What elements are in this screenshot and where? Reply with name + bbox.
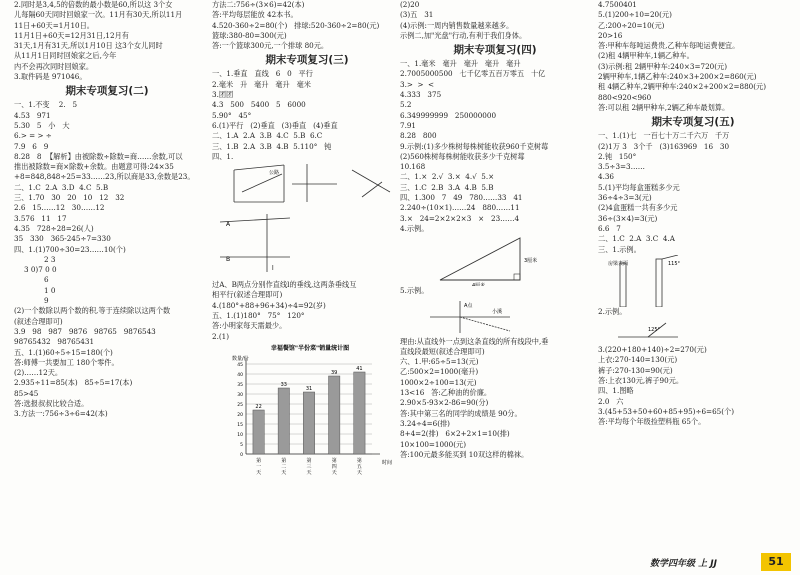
chart-category-label: 第: [331, 457, 337, 464]
col2-b-line: 6.(1)平行 (2)垂直 (3)垂直 (4)垂直: [212, 120, 338, 130]
col1-b-line: 答:师傅一共要加工 180个零件。: [14, 357, 119, 367]
col4-a-line: 答:可以租 2辆甲种车,2辆乙种车最划算。: [598, 102, 730, 112]
col2-a-line: 方法二:756÷(3×6)=42(本): [212, 0, 305, 9]
col4-d-line: 答:上衣130元,裤子90元。: [598, 376, 684, 386]
col1-b-line: 35 330 365-245÷7=330: [14, 234, 111, 244]
col1-b-line: 4.53 971: [14, 110, 51, 120]
chart-category-label: 天: [256, 469, 262, 476]
col4-a-line: 2辆甲种车,1辆乙种车:240×3+200×2=860(元): [598, 72, 757, 82]
col3-e-line: 答:100元最多能买到 10双这样的棉袜。: [400, 449, 529, 459]
chart-category-label: 天: [306, 469, 312, 476]
col2-c-line: 五、1.(1)180° 75° 120°: [212, 311, 305, 321]
col4-b-line: (2)1万 3 3个千 (3)163969 16 30: [598, 141, 730, 151]
chart-category-label: 五: [356, 463, 362, 470]
chart-data-label: 41: [356, 365, 363, 372]
chart-tick-label: 30: [237, 392, 243, 398]
col4-b-line: 一、1.(1)七 一百七十万二千六万 千万: [598, 131, 730, 141]
col3-b-line: 四、1.300 7 49 780……33 41: [400, 193, 523, 203]
col4-a-line: 4.7500401: [598, 0, 637, 9]
col1-a-line: 11月1日+60天=12月31日,12月有: [14, 30, 129, 40]
chart-tick-label: 0: [240, 452, 243, 458]
col4-a-line: (3)示例:租 2辆甲种车:240×3=720(元): [598, 61, 728, 71]
col4-b-line: 3.5÷3=3……: [598, 162, 645, 172]
col2-c-line: 答:小明家每天需最少。: [212, 321, 287, 331]
chart-category-label: 三: [306, 463, 312, 470]
chart-data-label: 39: [331, 369, 338, 376]
answer-column-4: [598, 0, 788, 575]
col3-e-line: 2.90×5-93×2-86=90(分): [400, 398, 489, 408]
col1-b-line: 2.6 15……12 30……12: [14, 203, 105, 213]
col3-c-line: 4.示例。: [400, 223, 429, 233]
fig-label-b: B: [226, 256, 231, 264]
section-title-review-2: 期末专项复习(二): [65, 85, 149, 98]
col3-e-line: 3.24÷4=6(排): [400, 418, 450, 428]
col3-e-line: 1000×2÷100=13(元): [400, 377, 477, 387]
right-triangle-diagram: [400, 234, 590, 286]
col2-c-line: 4.(180°+88+96+34)÷4=92(岁): [212, 300, 326, 310]
col2-c-line: 相平行(叙述合理即可): [212, 290, 283, 300]
col1-b-line: 3.9 98 987 9876 98765 9876543: [14, 326, 156, 336]
col4-b-line: 二、1.C 2.A 3.C 4.A: [598, 234, 675, 244]
col1-b-line: (2)一个数除以两个数的积,等于连续除以这两个数: [14, 306, 171, 316]
chart-category-label: 第: [306, 457, 312, 464]
col3-b-line: 6.349999999 250000000: [400, 110, 497, 120]
col3-a-line: (3)五 31: [400, 10, 434, 20]
col1-b-line: 答:选报叔叔比较合适。: [14, 398, 89, 408]
col4-d-line: 2.0 六: [598, 396, 624, 406]
chart-category-label: 天: [331, 469, 337, 476]
col3-a-line: (4)示例:一周内销售数量越来越多。: [400, 20, 514, 30]
chart-bar: [278, 388, 289, 454]
perpendicular-diagram: [212, 162, 402, 280]
col1-b-line: 98765432 98765431: [14, 337, 95, 347]
chart-tick-label: 5: [240, 442, 243, 448]
col2-c-line: 2.(1): [212, 331, 230, 341]
col3-e-line: 乙:500×2=1000(毫升): [400, 367, 479, 377]
col3-d-line: 5.示例。: [400, 286, 429, 296]
page-number: 51: [761, 553, 791, 571]
col3-b-line: (2)560株树每株树能收获多少千克树莓: [400, 151, 525, 161]
fig-label-3cm: 3厘米: [524, 258, 538, 265]
col4-b-line: 36÷(3×4)=3(元): [598, 213, 658, 223]
answer-column-1: [14, 0, 200, 575]
fig-label-beam: 房梁表面: [608, 260, 629, 267]
chart-tick-label: 20: [237, 412, 243, 418]
page-footer: [650, 553, 795, 571]
angle-125-diagram: [598, 317, 788, 345]
col1-a-line: 3.取件码是 971046。: [14, 72, 87, 82]
col2-a-line: 答:平均每层能放 42本书。: [212, 10, 298, 20]
long-division-row: 9: [44, 296, 49, 306]
col3-a-line: 示例二,加"光盘"行动,有利于我们身体。: [400, 30, 527, 40]
col1-b-line: 三、1.70 30 20 10 12 32: [14, 193, 125, 203]
col4-lines-d: [598, 345, 788, 427]
river-diagram: [400, 297, 590, 337]
col3-e-line: 直线段最短(叙述合理即可): [400, 346, 485, 356]
col3-b-line: 一、1.毫米 毫升 毫升 毫升 毫升: [400, 59, 521, 69]
col2-si-label: 四、1.: [212, 151, 234, 161]
answer-column-3: [400, 0, 590, 575]
fig-label-a: A: [226, 221, 231, 229]
col1-b-line: 4.35 728÷28=26(人): [14, 223, 94, 233]
col3-b-line: 7.91: [400, 120, 417, 130]
col2-lines-a: [212, 0, 402, 51]
col4-a-line: 20>16: [598, 30, 623, 40]
col4-d-line: 上衣:270-140=130(元): [598, 355, 678, 365]
col4-b-line: 6.6 7: [598, 223, 621, 233]
col4-b-line: 5.(1)平均每盒蛋糕多少元: [598, 182, 680, 192]
chart-data-label: 31: [305, 385, 313, 392]
chart-bar: [329, 376, 340, 454]
beam-figure: [598, 255, 788, 307]
col1-a-line: 2.同时是3,4,5的倍数的最小数是60,所以这 3个女: [14, 0, 173, 9]
chart-category-label: 第: [256, 457, 262, 464]
fig-label-creek: 小溪: [492, 308, 503, 315]
section-title-review-5: 期末专项复习(五): [651, 116, 735, 129]
col2-a-line: 答:一个篮球300元,一个排球 80元。: [212, 41, 329, 51]
col4-d-line: 3.(220+180+140)÷2=270(元): [598, 345, 707, 355]
col4-a-line: 乙:200÷20=10(元): [598, 20, 665, 30]
bar-chart: [212, 342, 402, 492]
col4-a-line: 880<920<960: [598, 92, 652, 102]
chart-category-label: 天: [281, 469, 287, 476]
col1-b-line: 7.9 6 9: [14, 141, 49, 151]
col2-lines-c: [212, 280, 402, 342]
chart-bar: [303, 392, 314, 454]
col2-b-line: 二、1.A 2.A 3.B 4.C 5.B 6.C: [212, 131, 323, 141]
fig-label-4cm: 4厘米: [472, 283, 486, 287]
long-division-row: 2 3: [44, 254, 56, 264]
col2-a-line: 篮球:380-80=300(元): [212, 30, 287, 40]
chart-tick-label: 40: [237, 372, 243, 378]
col1-b-line: 8.28 8 【解析】由被除数÷除数=商……余数,可以: [14, 151, 183, 161]
fig-label-road: 公路: [269, 170, 280, 177]
fig-label-115: 115°: [668, 260, 681, 267]
col3-b-line: 3.× 24=2×2×2×3 × 23……4: [400, 213, 520, 223]
section-title-review-3: 期末专项复习(三): [265, 54, 349, 67]
col3-b-line: 5.2: [400, 100, 412, 110]
chart-tick-label: 15: [237, 422, 243, 428]
col3-b-line: 3.> > <: [400, 79, 435, 89]
col1-b-line: 五、1.(1)60÷5÷15=180(个): [14, 347, 113, 357]
col3-e-line: 13<16 答:乙种油的价廉。: [400, 388, 492, 398]
chart-tick-label: 10: [237, 432, 243, 438]
col3-e-line: 10×100=1000(元): [400, 439, 466, 449]
col2-lines-b: [212, 69, 402, 151]
col1-b-line: 5.30 5 小 大: [14, 120, 70, 130]
col3-b-line: 2.240÷(10×1)……24 880……11: [400, 203, 520, 213]
col4-b-line: (2)4盒蛋糕一共有多少元: [598, 203, 678, 213]
col3-b-line: 2.7005000500 七千亿零五百万零五 十亿: [400, 69, 546, 79]
col4-lines-a: [598, 0, 788, 113]
col3-lines-e: [400, 337, 590, 461]
triangle-figure: [400, 234, 590, 286]
col1-b-line: 2.935÷11=85(本) 85÷5=17(本): [14, 378, 133, 388]
col4-lines-c: [598, 307, 788, 317]
chart-data-label: 22: [255, 403, 262, 410]
chart-bar: [253, 410, 264, 454]
angle-figure: [598, 317, 788, 345]
chart-data-label: 33: [280, 381, 287, 388]
col4-lines-b: [598, 131, 788, 255]
fig-label-a-point: A点: [464, 302, 473, 309]
river-figure: [400, 297, 590, 337]
col3-a-line: (2)20: [400, 0, 420, 9]
col3-b-line: 二、1.× 2.√ 3.× 4.√ 5.×: [400, 172, 495, 182]
col4-c-line: 2.示例。: [598, 306, 627, 316]
col3-b-line: 8.28 800: [400, 131, 437, 141]
col4-a-line: (2)租 4辆甲种车,1辆乙种车。: [598, 51, 694, 61]
col4-a-line: 租 4辆乙种车,2辆甲种车:240×2+200×2=880(元): [598, 82, 767, 92]
col2-b-line: 2.毫米 升 毫升 毫升 毫米: [212, 79, 311, 89]
col1-lines-a: [14, 0, 200, 82]
col1-b-line: (叙述合理即可): [14, 316, 63, 326]
col1-b-line: 二、1.C 2.A 3.D 4.C 5.B: [14, 182, 109, 192]
col4-a-line: 5.(1)200÷10=20(元): [598, 10, 672, 20]
col4-d-line: 答:平均每个年级捡塑料瓶 65个。: [598, 417, 706, 427]
chart-category-label: 一: [256, 463, 262, 470]
col4-b-line: 4.36: [598, 172, 615, 182]
col2-c-line: 过A、B两点分别作直线l的垂线,这两条垂线互: [212, 280, 357, 290]
col1-a-line: 儿每隔60天同时回娘家一次。11月有30天,所以11月: [14, 10, 183, 20]
col1-b-line: 6.> = > ÷: [14, 131, 52, 141]
col3-b-line: 三、1.C 2.B 3.A 4.B 5.B: [400, 182, 494, 192]
col1-b-line: 85>45: [14, 388, 39, 398]
chart-tick-label: 25: [237, 402, 243, 408]
col1-a-line: 从11月1日同时回娘家之后,今年: [14, 51, 117, 61]
col1-a-line: 内不会再次同时回娘家。: [14, 61, 94, 71]
col1-lines-b: [14, 100, 200, 419]
long-division-row: 6: [44, 275, 49, 285]
col1-b-line: 3.方法一:756÷3÷6=42(本): [14, 409, 108, 419]
col1-a-line: 11日+60天=1月10日。: [14, 20, 94, 30]
long-division-row: 3 0)7 0 0: [24, 265, 57, 275]
col3-lines-b: [400, 59, 590, 224]
col1-b-line: +8=848,848÷25=33……23,所以商是33,余数是23。: [14, 172, 195, 182]
col4-b-line: 36÷4÷3=3(元): [598, 193, 652, 203]
chart-tick-label: 45: [237, 362, 243, 368]
col3-b-line: 9.示例:(1)多少株树每株树能收获960千克树莓: [400, 141, 549, 151]
chart-bar: [354, 372, 365, 454]
fig-label-l: l: [272, 265, 274, 273]
chart-tick-label: 35: [237, 382, 243, 388]
col3-lines-c: [400, 224, 590, 234]
geometry-figure-perpendicular: [212, 162, 402, 280]
chart-ylabel: 数量/份: [232, 355, 249, 362]
col1-b-line: (2)……12天。: [14, 368, 63, 378]
footer-label: 数学四年级 上 JJ: [650, 559, 717, 569]
bar-chart-svg: [212, 342, 402, 492]
col3-e-line: 理由:从直线外一点到这条直线的所有线段中,垂: [400, 336, 549, 346]
chart-title: 幸福餐馆"半份菜"销量统计图: [270, 344, 350, 352]
col3-lines-a: [400, 0, 590, 41]
chart-category-label: 第: [356, 457, 362, 464]
col1-b-line: 3.576 11 17: [14, 213, 67, 223]
col3-e-line: 8+4=2(排) 6×2+2×1=10(排): [400, 429, 510, 439]
col1-a-line: 31天,1月有31天,所以1月10日 这3个女儿同时: [14, 41, 163, 51]
chart-xlabel: 时间: [382, 459, 393, 466]
chart-category-label: 二: [281, 463, 287, 470]
col2-b-line: 一、1.垂直 直线 6 0 平行: [212, 69, 313, 79]
col4-a-line: 答:甲种车每吨运费贵,乙种车每吨运费便宜。: [598, 41, 740, 51]
col3-b-line: 4.333 375: [400, 90, 442, 100]
col3-b-line: 10.168: [400, 162, 426, 172]
col3-e-line: 答:其中第三名的同学的成绩是 90分。: [400, 408, 522, 418]
col2-b-line: 三、1.B 2.A 3.B 4.B 5.110° 钝: [212, 141, 332, 151]
col2-a-line: 4.520-360÷2=80(个) 排球:520-360÷2=80(元): [212, 20, 380, 30]
col4-b-line: 2.钝 150°: [598, 151, 637, 161]
col1-b-line: 四、1.(1)700÷30=23……10(个): [14, 244, 126, 254]
chart-category-label: 第: [281, 457, 287, 464]
col1-b-line: 一、1.不变 2. 5: [14, 100, 78, 110]
beam-angle-diagram: [598, 255, 788, 307]
col4-b-line: 三、1.示例。: [598, 244, 641, 254]
section-title-review-4: 期末专项复习(四): [453, 44, 537, 57]
col1-b-line: 推出被除数=商×除数+余数。由题意可得:24×35: [14, 162, 174, 172]
col2-b-line: 4.3 500 5400 5 6000: [212, 100, 306, 110]
answer-column-2: [212, 0, 402, 575]
fig-label-125: 125°: [648, 327, 661, 334]
col2-b-line: 3.团团: [212, 90, 234, 100]
col2-b-line: 5.90° 45°: [212, 110, 252, 120]
col4-d-line: 3.(45+53+50+60+85+95)÷6=65(个): [598, 406, 735, 416]
chart-category-label: 四: [331, 463, 337, 470]
col3-e-line: 六、1.甲:65÷5=13(元): [400, 357, 479, 367]
chart-category-label: 天: [356, 469, 362, 476]
col4-d-line: 四、1.图略: [598, 386, 634, 396]
col3-lines-d: [400, 286, 590, 296]
col4-d-line: 裤子:270-130=90(元): [598, 365, 673, 375]
long-division-row: 1 0: [44, 285, 56, 295]
